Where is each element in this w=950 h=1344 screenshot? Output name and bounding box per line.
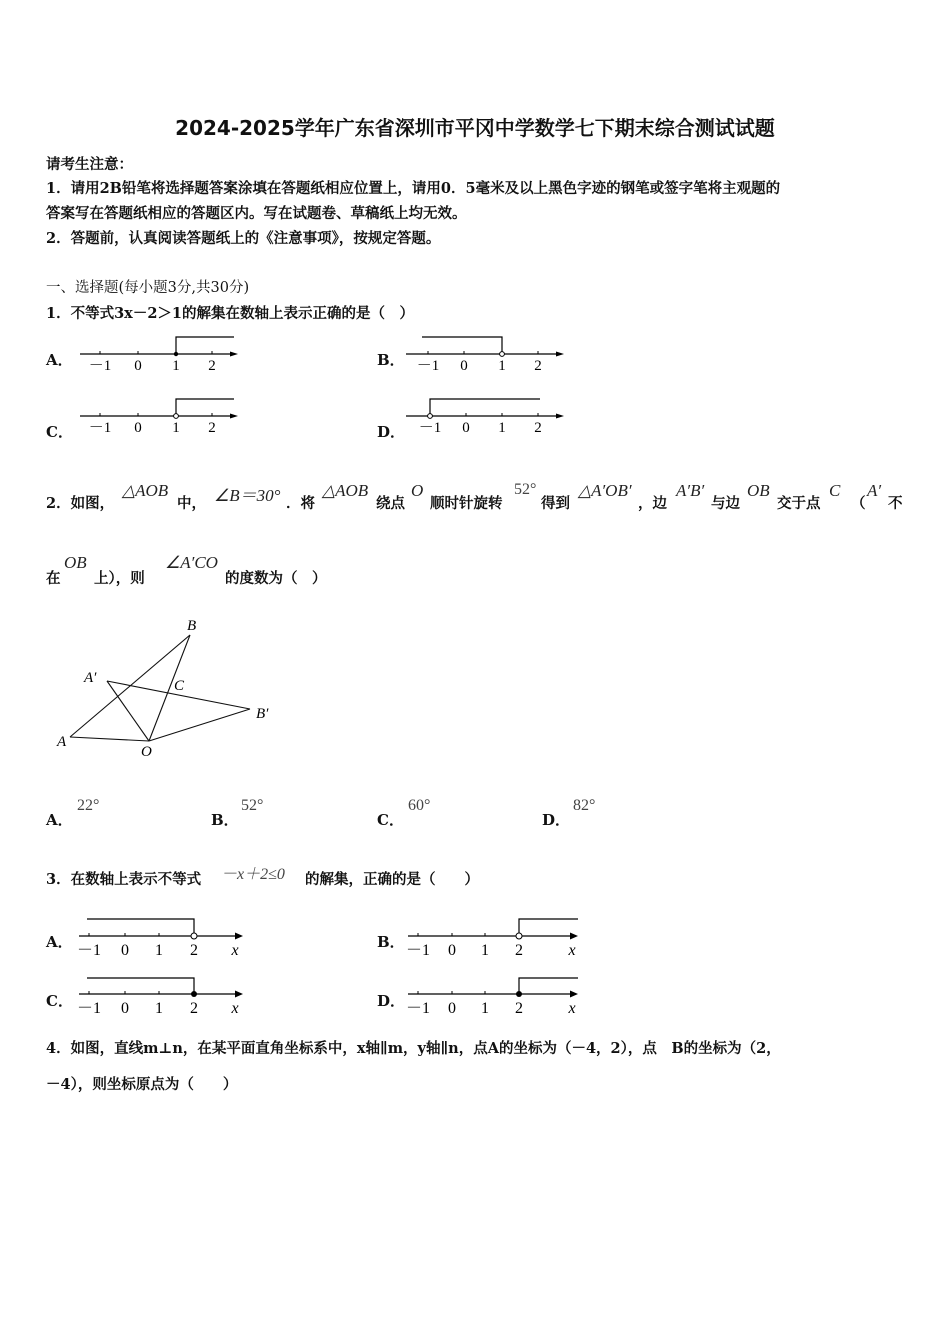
axis-var: x [231,942,239,959]
tick-label: 0 [448,1000,456,1017]
tick-label: 2 [515,1000,523,1017]
q2-ob: OB [747,481,770,500]
q2-angle-52: 52° [514,481,537,498]
tick-label: 0 [460,358,468,374]
tick-label: 1 [481,942,489,959]
q3-stem-post: 的解集，正确的是（ ） [305,871,479,888]
tick-label: 2 [190,942,198,959]
tick-label: 1 [498,420,506,436]
figure-label-a-prime: A′ [84,670,97,686]
notice-heading: 请考生注意： [46,156,133,173]
tick-label: －1 [88,420,112,436]
q2-point-c: C [829,481,841,500]
tick-label: 1 [155,942,163,959]
q1-numberline-d [400,396,575,440]
q2-option-b-label: B． [211,811,239,829]
figure-label-o: O [141,744,152,760]
axis-var: x [231,1000,239,1017]
section-heading: 一、选择题(每小题3分,共30分) [46,280,250,296]
tick-label: 0 [134,358,142,374]
tick-label: －1 [405,1000,431,1017]
tick-label: 0 [462,420,470,436]
notice-line-2: 2．答题前，认真阅读答题纸上的《注意事项》，按规定答题。 [46,230,441,247]
tick-label: －1 [418,420,442,436]
q2-text: 在 [46,570,61,587]
q1-option-b-label: B． [377,351,405,369]
q2-num: 2．如图， [46,495,115,512]
q3-option-a-label: A． [46,933,73,951]
q2-ob: OB [64,553,87,572]
figure-label-c: C [174,678,185,694]
q3-option-c-label: C． [46,992,73,1010]
q1-numberline-b [400,332,575,376]
tick-label: 1 [172,420,180,436]
tick-label: －1 [76,942,102,959]
figure-label-b: B [187,618,197,634]
q3-numberline-b [404,912,584,962]
tick-label: 0 [121,1000,129,1017]
q3-inequality: －x＋2≤0 [221,866,285,883]
q2-point-o: O [411,481,424,500]
page-title: 2024-2025学年广东省深圳市平冈中学数学七下期末综合测试试题 [175,116,775,140]
q2-option-c-value: 60° [408,797,431,814]
q1-numberline-a [72,332,247,376]
tick-label: 2 [515,942,523,959]
tick-label: 2 [534,420,542,436]
q2-option-d-value: 82° [573,797,596,814]
q2-text: ，边 [638,495,667,512]
q2-option-a-label: A． [46,811,73,829]
q1-stem: 1．不等式3x－2＞1的解集在数轴上表示正确的是（ ） [46,305,414,322]
q3-stem-pre: 3．在数轴上表示不等式 [46,871,202,888]
tick-label: －1 [405,942,431,959]
q2-aob: △AOB [122,481,169,500]
q2-option-d-label: D． [542,811,571,829]
q3-numberline-c [75,970,250,1020]
tick-label: 2 [208,420,216,436]
q2-text: 顺时针旋转 [430,495,503,512]
tick-label: －1 [88,358,112,374]
tick-label: 0 [134,420,142,436]
axis-var: x [568,1000,576,1017]
q2-option-a-value: 22° [77,797,100,814]
tick-label: 2 [534,358,542,374]
tick-label: 0 [121,942,129,959]
q2-angle-aco: ∠A′CO [165,553,218,572]
q3-option-b-label: B． [377,933,405,951]
q4-line-1: 4．如图，直线m⊥n，在某平面直角坐标系中，x轴∥m，y轴∥n，点A的坐标为（－4，2），点 B的坐标为（2， [46,1040,781,1057]
notice-line-1b: 答案写在答题纸相应的答题区内。写在试题卷、草稿纸上均无效。 [46,205,467,222]
q2-text: 上），则 [94,570,145,587]
q2-ab-prime: A′B′ [676,481,705,500]
q1-option-c-label: C． [46,423,73,441]
tick-label: 2 [208,358,216,374]
q2-text: 不 [888,495,903,512]
q2-aob: △AOB [322,481,369,500]
q3-numberline-d [404,970,584,1020]
q3-numberline-a [75,912,250,962]
tick-label: 1 [498,358,506,374]
q1-option-d-label: D． [377,423,406,441]
tick-label: －1 [416,358,440,374]
q2-text: 交于点 [777,495,821,512]
q2-text: （ [851,495,866,512]
axis-var: x [568,942,576,959]
q2-aob-prime: △A′OB′ [578,481,632,500]
tick-label: 1 [155,1000,163,1017]
q1-numberline-c [72,396,247,440]
q2-text: 绕点 [376,495,405,512]
q2-text: ．将 [286,495,315,512]
q2-a-prime: A′ [867,481,882,500]
tick-label: 1 [481,1000,489,1017]
q2-figure [50,610,290,760]
q4-line-2: －4），则坐标原点为（ ） [46,1076,238,1093]
figure-label-a: A [57,734,67,750]
q2-text: 的度数为（ ） [225,570,327,587]
q2-angle-b: ∠B＝30° [214,486,281,505]
q2-text: 得到 [541,495,570,512]
q3-option-d-label: D． [377,992,406,1010]
tick-label: 1 [172,358,180,374]
q1-option-a-label: A． [46,351,73,369]
q2-option-b-value: 52° [241,797,264,814]
q2-text: 中， [177,495,206,512]
notice-line-1: 1．请用2B铅笔将选择题答案涂填在答题纸相应位置上，请用0．5毫米及以上黑色字迹的钢笔或签字笔将主观题的 [46,180,781,197]
tick-label: －1 [76,1000,102,1017]
tick-label: 2 [190,1000,198,1017]
q2-text: 与边 [711,495,740,512]
figure-label-b-prime: B′ [256,706,269,722]
tick-label: 0 [448,942,456,959]
q2-option-c-label: C． [377,811,404,829]
